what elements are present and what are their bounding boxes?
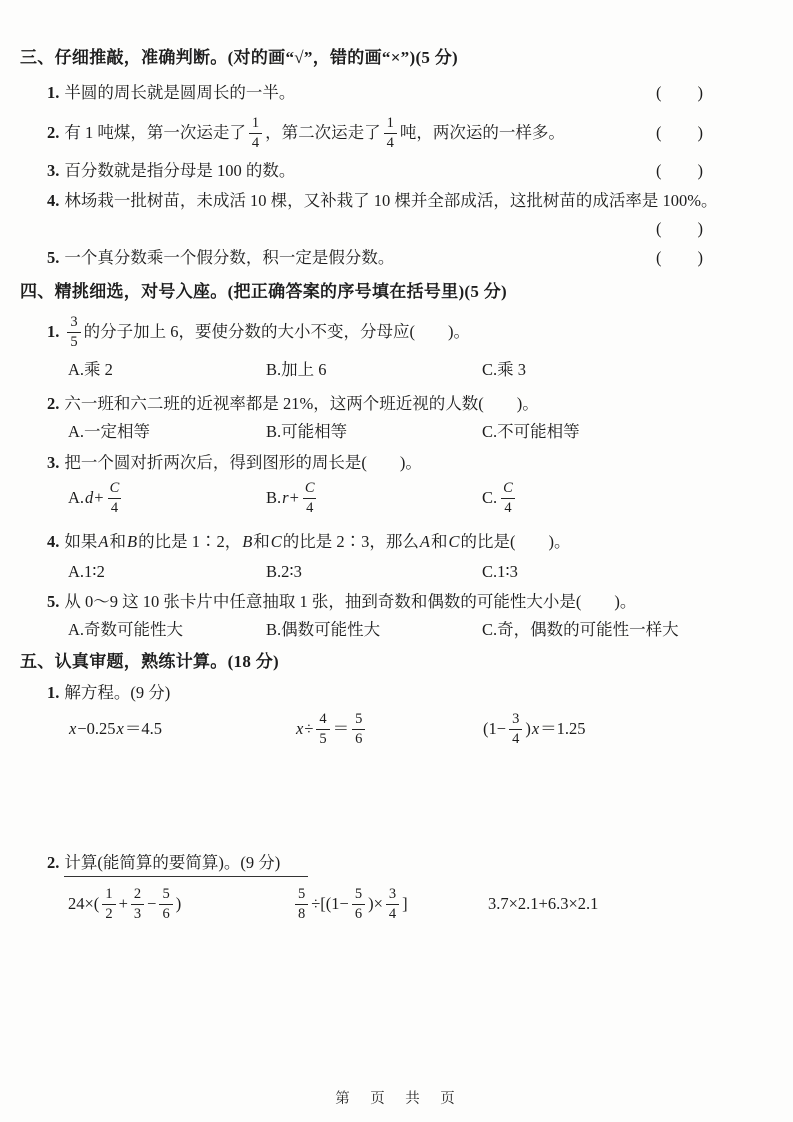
section4-q3-options bbox=[0, 476, 793, 520]
section5-sub1 bbox=[0, 683, 793, 703]
text-run: 和 bbox=[253, 532, 270, 551]
section3-q4 bbox=[0, 191, 793, 211]
question-text bbox=[47, 532, 571, 552]
question-text bbox=[47, 191, 718, 211]
section5-equations bbox=[0, 707, 793, 751]
answer-bracket: ( ) bbox=[656, 248, 704, 267]
option-c bbox=[482, 360, 526, 380]
text-run: A. bbox=[68, 488, 85, 507]
expression-1 bbox=[68, 882, 181, 926]
answer-bracket: ( ) bbox=[656, 161, 704, 180]
math-variable: x bbox=[296, 719, 304, 738]
option-c bbox=[482, 562, 518, 582]
text-run: + bbox=[118, 894, 128, 913]
question-number: 4. bbox=[47, 191, 60, 210]
section5-expressions bbox=[0, 882, 793, 926]
math-variable: x bbox=[531, 719, 540, 738]
math-variable: d bbox=[85, 488, 94, 507]
text-run: 百分数就是指分母是 100 的数。 bbox=[64, 161, 296, 180]
section5-heading: 五、认真审题，熟练计算。(18 分) bbox=[20, 652, 279, 671]
fraction: $\frac{C}{4}$ bbox=[304, 480, 315, 516]
question-number: 1. bbox=[47, 683, 60, 702]
text-run: B.加上 6 bbox=[266, 360, 327, 379]
fraction: $\frac{3}{5}$ bbox=[67, 314, 80, 349]
math-variable: A bbox=[98, 532, 109, 551]
question-number: 1. bbox=[47, 322, 60, 341]
text-run: 从 0～9 这 10 张卡片中任意抽取 1 张，抽到奇数和偶数的可能性大小是( )。 bbox=[64, 592, 637, 611]
fraction: $\frac{5}{6}$ bbox=[352, 886, 365, 921]
text-run: ，第二次运走了 bbox=[265, 123, 381, 142]
text-run: 林场栽一批树苗，未成活 10 棵，又补栽了 10 棵并全部成活，这批树苗的成活率是 100%。 bbox=[64, 191, 718, 210]
text-run: 有 1 吨煤，第一次运走了 bbox=[64, 123, 246, 142]
text-run: 3.7×2.1+6.3×2.1 bbox=[488, 894, 599, 913]
text-run: − bbox=[147, 894, 157, 913]
question-number: 3. bbox=[47, 453, 60, 472]
text-run: B.可能相等 bbox=[266, 422, 348, 441]
text-run: C.不可能相等 bbox=[482, 422, 580, 441]
text-run: 半圆的周长就是圆周长的一半。 bbox=[64, 83, 296, 102]
fraction: $\frac{1}{4}$ bbox=[249, 115, 262, 150]
text-run: ÷[(1− bbox=[311, 894, 349, 913]
question-text bbox=[47, 394, 539, 414]
equation-3 bbox=[483, 707, 586, 751]
math-variable: C bbox=[270, 532, 282, 551]
question-number: 4. bbox=[47, 532, 60, 551]
text-run: 解方程。(9 分) bbox=[64, 683, 171, 702]
section4-q3 bbox=[0, 453, 793, 473]
option-a bbox=[68, 422, 150, 442]
math-variable: A bbox=[419, 532, 431, 551]
text-run: (1− bbox=[483, 719, 507, 738]
text-run: 的比是 1∶2， bbox=[138, 532, 242, 551]
text-run: A.1∶2 bbox=[68, 562, 105, 581]
question-number: 2. bbox=[47, 123, 60, 142]
option-b bbox=[266, 422, 347, 442]
text-run: + bbox=[289, 488, 299, 507]
text-run: 吨，两次运的一样多。 bbox=[399, 123, 565, 142]
math-variable: C bbox=[448, 532, 460, 551]
section4-q4 bbox=[0, 532, 793, 552]
fraction: $\frac{3}{4}$ bbox=[509, 711, 522, 746]
text-run: ＝1.25 bbox=[540, 719, 586, 738]
fraction: $\frac{1}{4}$ bbox=[384, 115, 397, 150]
section3-q2 bbox=[0, 111, 793, 155]
fraction: $\frac{C}{4}$ bbox=[503, 480, 513, 516]
fraction: $\frac{5}{6}$ bbox=[352, 711, 365, 746]
text-run: −0.25 bbox=[77, 719, 116, 738]
answer-bracket: ( ) bbox=[656, 219, 704, 238]
text-run: 一个真分数乘一个假分数，积一定是假分数。 bbox=[64, 248, 395, 267]
equation-1 bbox=[68, 707, 162, 751]
text-run: )× bbox=[368, 894, 383, 913]
section5-sub2 bbox=[0, 853, 793, 873]
text-run: ÷ bbox=[304, 719, 314, 738]
fraction: $\frac{C}{4}$ bbox=[109, 480, 120, 516]
fraction: $\frac{5}{6}$ bbox=[159, 886, 172, 921]
expression-3 bbox=[488, 882, 598, 926]
text-run: ] bbox=[402, 894, 408, 913]
section4-q2 bbox=[0, 394, 793, 414]
math-variable: B bbox=[126, 532, 138, 551]
text-run: A.一定相等 bbox=[68, 422, 151, 441]
math-variable: x bbox=[69, 719, 77, 738]
equation-2 bbox=[295, 707, 368, 751]
option-b bbox=[266, 360, 327, 380]
text-run: A.奇数可能性大 bbox=[68, 620, 184, 639]
text-run: ＝4.5 bbox=[124, 719, 162, 738]
option-c bbox=[482, 422, 580, 442]
text-run: C.奇，偶数的可能性一样大 bbox=[482, 620, 679, 639]
option-a bbox=[68, 476, 125, 520]
subsection-title bbox=[47, 683, 170, 703]
question-number: 1. bbox=[47, 83, 60, 102]
section3-heading: 三、仔细推敲，准确判断。(对的画“√”，错的画“×”)(5 分) bbox=[20, 48, 459, 67]
text-run: 如果 bbox=[64, 532, 98, 551]
text-run: C.1∶3 bbox=[482, 562, 518, 581]
text-run: ) bbox=[175, 894, 182, 913]
text-run: A.乘 2 bbox=[68, 360, 113, 379]
text-run: C. bbox=[482, 488, 498, 507]
question-text bbox=[47, 83, 295, 103]
option-c bbox=[482, 620, 679, 640]
option-c bbox=[482, 476, 519, 520]
question-text bbox=[47, 248, 394, 268]
text-run: C.乘 3 bbox=[482, 360, 527, 379]
section3-q1 bbox=[0, 83, 793, 103]
section4-q1 bbox=[0, 310, 793, 354]
text-run: 的分子加上 6，要使分数的大小不变，分母应( )。 bbox=[83, 322, 470, 341]
answer-bracket: ( ) bbox=[656, 123, 704, 142]
option-a bbox=[68, 620, 183, 640]
fraction: $\frac{1}{2}$ bbox=[102, 886, 115, 921]
question-number: 5. bbox=[47, 248, 60, 267]
option-b bbox=[266, 562, 302, 582]
option-a bbox=[68, 562, 105, 582]
fraction: $\frac{2}{3}$ bbox=[131, 886, 144, 921]
math-variable: r bbox=[282, 488, 289, 507]
text-run: B.偶数可能性大 bbox=[266, 620, 381, 639]
question-number: 3. bbox=[47, 161, 60, 180]
question-text bbox=[47, 161, 295, 181]
text-run: B.2∶3 bbox=[266, 562, 302, 581]
option-b bbox=[266, 476, 321, 520]
option-b bbox=[266, 620, 380, 640]
question-text bbox=[47, 310, 793, 354]
answer-bracket: ( ) bbox=[656, 83, 704, 102]
section3-q5 bbox=[0, 248, 793, 268]
section4-heading: 四、精挑细选，对号入座。(把正确答案的序号填在括号里)(5 分) bbox=[20, 282, 507, 301]
question-number: 2. bbox=[47, 394, 60, 413]
text-run: 的比是( )。 bbox=[460, 532, 571, 551]
math-variable: x bbox=[116, 719, 124, 738]
section3-q3 bbox=[0, 161, 793, 181]
subsection-title: 计算(能简算的要简算)。(9 分) bbox=[64, 853, 308, 877]
text-run: 六一班和六二班的近视率都是 21%，这两个班近视的人数( )。 bbox=[64, 394, 539, 413]
question-number: 5. bbox=[47, 592, 60, 611]
math-variable: B bbox=[242, 532, 253, 551]
text-run: 24×( bbox=[68, 894, 100, 913]
text-run: ) bbox=[525, 719, 531, 738]
fraction: $\frac{3}{4}$ bbox=[386, 886, 399, 921]
text-run: 和 bbox=[431, 532, 448, 551]
text-run: 和 bbox=[109, 532, 126, 551]
option-a bbox=[68, 360, 113, 380]
question-text bbox=[47, 592, 636, 612]
text-run: 的比是 2∶3，那么 bbox=[282, 532, 419, 551]
subsection-number: 2. bbox=[47, 853, 60, 872]
page-footer: 第 页 共 页 bbox=[335, 1091, 458, 1107]
section4-q5 bbox=[0, 592, 793, 612]
text-run: ＝ bbox=[332, 719, 350, 738]
expression-2 bbox=[292, 882, 408, 926]
fraction: $\frac{4}{5}$ bbox=[316, 711, 329, 746]
fraction: $\frac{5}{8}$ bbox=[295, 886, 308, 921]
text-run: B. bbox=[266, 488, 282, 507]
question-text bbox=[47, 453, 422, 473]
text-run: 把一个圆对折两次后，得到图形的周长是( )。 bbox=[64, 453, 422, 472]
text-run: + bbox=[94, 488, 104, 507]
